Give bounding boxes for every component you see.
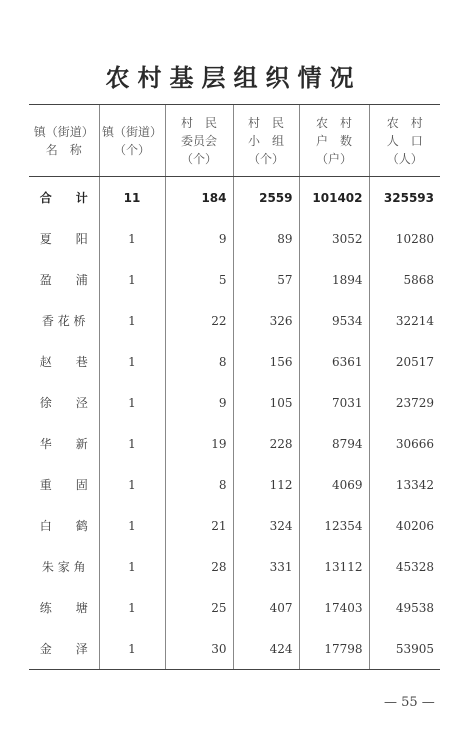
town-name: 徐 泾 <box>39 396 88 410</box>
town-name: 赵 巷 <box>39 355 88 369</box>
group-count: 57 <box>233 259 299 300</box>
table-row <box>29 382 440 423</box>
committee-count: 30 <box>165 628 233 670</box>
total-households: 101402 <box>299 177 369 219</box>
committee-count: 5 <box>165 259 233 300</box>
group-count: 326 <box>233 300 299 341</box>
group-count: 424 <box>233 628 299 670</box>
committee-count: 28 <box>165 546 233 587</box>
population-count: 32214 <box>369 300 440 341</box>
town-count: 1 <box>99 505 165 546</box>
household-count: 6361 <box>299 341 369 382</box>
population-count: 45328 <box>369 546 440 587</box>
household-count: 17798 <box>299 628 369 670</box>
household-count: 9534 <box>299 300 369 341</box>
col-header-population: 农 村 人 口 （人） <box>369 105 440 177</box>
town-count: 1 <box>99 423 165 464</box>
total-name: 合 计 <box>39 191 88 205</box>
town-count: 1 <box>99 259 165 300</box>
total-towns: 11 <box>99 177 165 219</box>
household-count: 13112 <box>299 546 369 587</box>
population-count: 49538 <box>369 587 440 628</box>
table-row <box>29 300 440 341</box>
town-name: 练 塘 <box>39 601 88 615</box>
household-count: 4069 <box>299 464 369 505</box>
town-name: 盈 浦 <box>39 273 88 287</box>
population-count: 53905 <box>369 628 440 670</box>
population-count: 10280 <box>369 218 440 259</box>
population-count: 40206 <box>369 505 440 546</box>
town-count: 1 <box>99 382 165 423</box>
table-row <box>29 259 440 300</box>
household-count: 7031 <box>299 382 369 423</box>
rural-organization-table <box>29 104 440 670</box>
table-row <box>29 587 440 628</box>
total-row <box>29 177 440 219</box>
total-committees: 184 <box>165 177 233 219</box>
group-count: 89 <box>233 218 299 259</box>
population-count: 5868 <box>369 259 440 300</box>
committee-count: 8 <box>165 341 233 382</box>
committee-count: 21 <box>165 505 233 546</box>
table-row <box>29 423 440 464</box>
town-count: 1 <box>99 218 165 259</box>
group-count: 324 <box>233 505 299 546</box>
town-count: 1 <box>99 587 165 628</box>
household-count: 17403 <box>299 587 369 628</box>
committee-count: 19 <box>165 423 233 464</box>
committee-count: 9 <box>165 382 233 423</box>
town-name: 朱 家 角 <box>41 560 86 574</box>
group-count: 112 <box>233 464 299 505</box>
population-count: 20517 <box>369 341 440 382</box>
group-count: 228 <box>233 423 299 464</box>
col-header-towns: 镇（街道） （个） <box>99 105 165 177</box>
household-count: 3052 <box>299 218 369 259</box>
table-row <box>29 546 440 587</box>
town-name: 重 固 <box>39 478 88 492</box>
town-name: 华 新 <box>39 437 88 451</box>
col-header-name: 镇（街道） 名 称 <box>29 105 99 177</box>
population-count: 30666 <box>369 423 440 464</box>
page-number: — 55 — <box>384 695 435 710</box>
group-count: 331 <box>233 546 299 587</box>
group-count: 407 <box>233 587 299 628</box>
town-name: 白 鹤 <box>39 519 88 533</box>
page-title: 农村基层组织情况 <box>105 63 362 92</box>
town-count: 1 <box>99 300 165 341</box>
total-groups: 2559 <box>233 177 299 219</box>
town-count: 1 <box>99 628 165 670</box>
col-header-committees: 村 民 委员会 （个） <box>165 105 233 177</box>
col-header-households: 农 村 户 数 （户） <box>299 105 369 177</box>
town-count: 1 <box>99 464 165 505</box>
col-header-groups: 村 民 小 组 （个） <box>233 105 299 177</box>
committee-count: 25 <box>165 587 233 628</box>
town-name: 香 花 桥 <box>41 314 86 328</box>
household-count: 8794 <box>299 423 369 464</box>
population-count: 13342 <box>369 464 440 505</box>
table-row <box>29 505 440 546</box>
group-count: 105 <box>233 382 299 423</box>
town-count: 1 <box>99 341 165 382</box>
household-count: 12354 <box>299 505 369 546</box>
population-count: 23729 <box>369 382 440 423</box>
committee-count: 22 <box>165 300 233 341</box>
table-row <box>29 341 440 382</box>
table-row <box>29 218 440 259</box>
total-population: 325593 <box>369 177 440 219</box>
table-row <box>29 628 440 670</box>
household-count: 1894 <box>299 259 369 300</box>
committee-count: 8 <box>165 464 233 505</box>
table-row <box>29 464 440 505</box>
group-count: 156 <box>233 341 299 382</box>
header-row <box>29 105 440 177</box>
town-name: 夏 阳 <box>39 232 88 246</box>
committee-count: 9 <box>165 218 233 259</box>
town-name: 金 泽 <box>29 628 99 670</box>
town-count: 1 <box>99 546 165 587</box>
